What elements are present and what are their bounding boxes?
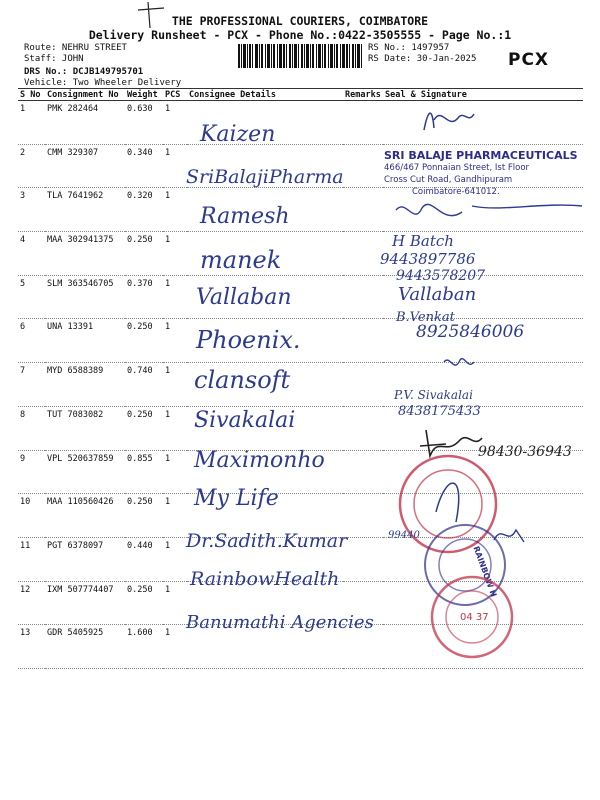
cell-consignment: PMK 282464 xyxy=(45,101,125,145)
consignee-handwriting: Sivakalai xyxy=(194,408,296,433)
consignee-handwriting: Banumathi Agencies xyxy=(186,612,374,633)
cell-consignment: MAA 110560426 xyxy=(45,494,125,538)
cell-pcs: 1 xyxy=(163,581,187,625)
consignee-handwriting: SriBalajiPharma xyxy=(186,166,344,188)
cell-sno: 11 xyxy=(18,537,45,581)
signature-text: 99440 xyxy=(388,530,420,541)
cell-weight: 0.370 xyxy=(125,275,163,319)
cell-sno: 12 xyxy=(18,581,45,625)
cell-sno: 10 xyxy=(18,494,45,538)
cell-sno: 7 xyxy=(18,363,45,407)
table-row xyxy=(18,232,583,276)
rs-date: RS Date: 30-Jan-2025 xyxy=(368,54,477,64)
col-consignee: Consignee Details xyxy=(187,89,343,101)
header-right xyxy=(368,43,476,65)
pharmacy-stamp xyxy=(384,150,578,198)
cell-sno: 1 xyxy=(18,101,45,145)
consignee-handwriting: RainbowHealth xyxy=(190,568,340,590)
cell-remarks xyxy=(343,406,383,450)
col-consignment: Consignment No xyxy=(45,89,125,101)
cell-sno: 8 xyxy=(18,406,45,450)
cell-consignment: UNA 13391 xyxy=(45,319,125,363)
cell-remarks xyxy=(343,144,383,188)
runsheet-title: Delivery Runsheet - PCX - Phone No.:0422-3505555 - Page No.:1 xyxy=(88,28,512,42)
consignee-handwriting: Kaizen xyxy=(200,122,276,147)
consignee-handwriting: My Life xyxy=(194,486,279,511)
route-label: Route: NEHRU STREET xyxy=(24,43,127,53)
cell-weight: 0.250 xyxy=(125,406,163,450)
cell-consignment: PGT 6378097 xyxy=(45,537,125,581)
cell-weight: 0.320 xyxy=(125,188,163,232)
stamp-pharmacy-name: SRI BALAJE PHARMACEUTICALS xyxy=(384,149,578,162)
table-header-row xyxy=(18,89,583,101)
pcx-logo: PCX xyxy=(508,50,550,70)
barcode xyxy=(238,44,362,68)
signature-text: 8925846006 xyxy=(416,322,525,342)
cell-pcs: 1 xyxy=(163,494,187,538)
consignee-handwriting: Ramesh xyxy=(200,204,290,229)
cell-weight: 0.855 xyxy=(125,450,163,494)
signature-text: 9443578207 xyxy=(396,268,486,284)
cell-consignment: TLA 7641962 xyxy=(45,188,125,232)
cell-sno: 5 xyxy=(18,275,45,319)
signature-text: Vallaban xyxy=(398,284,477,305)
col-pcs: PCS xyxy=(163,89,187,101)
cell-pcs: 1 xyxy=(163,275,187,319)
cell-consignment: TUT 7083082 xyxy=(45,406,125,450)
signature-text: 9443897786 xyxy=(380,250,476,268)
cell-weight: 0.740 xyxy=(125,363,163,407)
cell-remarks xyxy=(343,101,383,145)
stamp-pharmacy-line1: 466/467 Ponnaian Street, Ist Floor xyxy=(384,163,530,173)
cell-weight: 1.600 xyxy=(125,625,163,669)
signature-text: 98430-36943 xyxy=(478,444,572,460)
vehicle-label: Vehicle: Two Wheeler Delivery xyxy=(24,78,182,88)
cell-consignment: CMM 329307 xyxy=(45,144,125,188)
ink-cross-mark xyxy=(130,0,170,30)
cell-sno: 13 xyxy=(18,625,45,669)
cell-consignment: MYD 6588389 xyxy=(45,363,125,407)
cell-consignment: VPL 520637859 xyxy=(45,450,125,494)
consignee-handwriting: Maximonho xyxy=(194,448,325,473)
cell-pcs: 1 xyxy=(163,537,187,581)
col-sno: S No xyxy=(18,89,45,101)
cell-consignment: MAA 302941375 xyxy=(45,232,125,276)
cell-pcs: 1 xyxy=(163,319,187,363)
signature-scribble xyxy=(490,520,530,550)
drs-label: DRS No.: DCJB149795701 xyxy=(24,67,144,77)
cell-weight: 0.250 xyxy=(125,494,163,538)
cell-weight: 0.250 xyxy=(125,581,163,625)
cell-pcs: 1 xyxy=(163,450,187,494)
consignee-handwriting: Dr.Sadith.Kumar xyxy=(186,530,348,552)
table-row xyxy=(18,275,583,319)
cell-remarks xyxy=(343,450,383,494)
cell-weight: 0.440 xyxy=(125,537,163,581)
cell-weight: 0.340 xyxy=(125,144,163,188)
rainbow-stamp-label: RAINBOW H xyxy=(471,545,499,599)
col-remarks: Remarks xyxy=(343,89,383,101)
cell-pcs: 1 xyxy=(163,406,187,450)
signature-scribble xyxy=(418,100,478,142)
cell-remarks xyxy=(343,537,383,581)
cell-remarks xyxy=(343,494,383,538)
cell-weight: 0.250 xyxy=(125,232,163,276)
rs-number: RS No.: 1497957 xyxy=(368,43,450,53)
rainbow-stamp-number: 04 37 xyxy=(460,612,489,623)
table-row xyxy=(18,363,583,407)
col-weight: Weight xyxy=(125,89,163,101)
cell-remarks xyxy=(343,319,383,363)
cell-weight: 0.250 xyxy=(125,319,163,363)
cell-pcs: 1 xyxy=(163,101,187,145)
cell-sno: 4 xyxy=(18,232,45,276)
cell-sno: 3 xyxy=(18,188,45,232)
consignee-handwriting: clansoft xyxy=(194,366,291,394)
stamp-pharmacy-line3: Coimbatore-641012. xyxy=(412,187,500,197)
stamp-pharmacy-line2: Cross Cut Road, Gandhipuram xyxy=(384,175,513,185)
consignee-handwriting: manek xyxy=(200,246,282,274)
cell-remarks xyxy=(343,363,383,407)
cell-sno: 2 xyxy=(18,144,45,188)
cell-seal xyxy=(383,101,583,145)
table-row xyxy=(18,101,583,145)
cell-pcs: 1 xyxy=(163,232,187,276)
cell-consignment: GDR 5405925 xyxy=(45,625,125,669)
cell-sno: 6 xyxy=(18,319,45,363)
signature-text: H Batch xyxy=(392,232,454,250)
cell-consignment: SLM 363546705 xyxy=(45,275,125,319)
cell-remarks xyxy=(343,232,383,276)
cell-pcs: 1 xyxy=(163,625,187,669)
cell-remarks xyxy=(343,188,383,232)
cell-pcs: 1 xyxy=(163,144,187,188)
consignee-handwriting: Vallaban xyxy=(196,285,292,310)
staff-label: Staff: JOHN xyxy=(24,54,84,64)
signature-text: 8438175433 xyxy=(398,404,481,419)
header-left xyxy=(24,43,181,89)
cell-weight: 0.630 xyxy=(125,101,163,145)
cell-pcs: 1 xyxy=(163,188,187,232)
cell-sno: 9 xyxy=(18,450,45,494)
cell-remarks xyxy=(343,275,383,319)
signature-text: P.V. Sivakalai xyxy=(394,388,473,402)
company-title: THE PROFESSIONAL COURIERS, COIMBATORE xyxy=(171,14,429,28)
signature-text: B.Venkat xyxy=(396,310,455,325)
consignee-handwriting: Phoenix. xyxy=(196,326,301,354)
col-seal: Seal & Signature xyxy=(383,89,583,101)
signature-scribble xyxy=(440,352,480,382)
cell-pcs: 1 xyxy=(163,363,187,407)
cell-consignment: IXM 507774407 xyxy=(45,581,125,625)
signature-scribble xyxy=(392,196,592,230)
